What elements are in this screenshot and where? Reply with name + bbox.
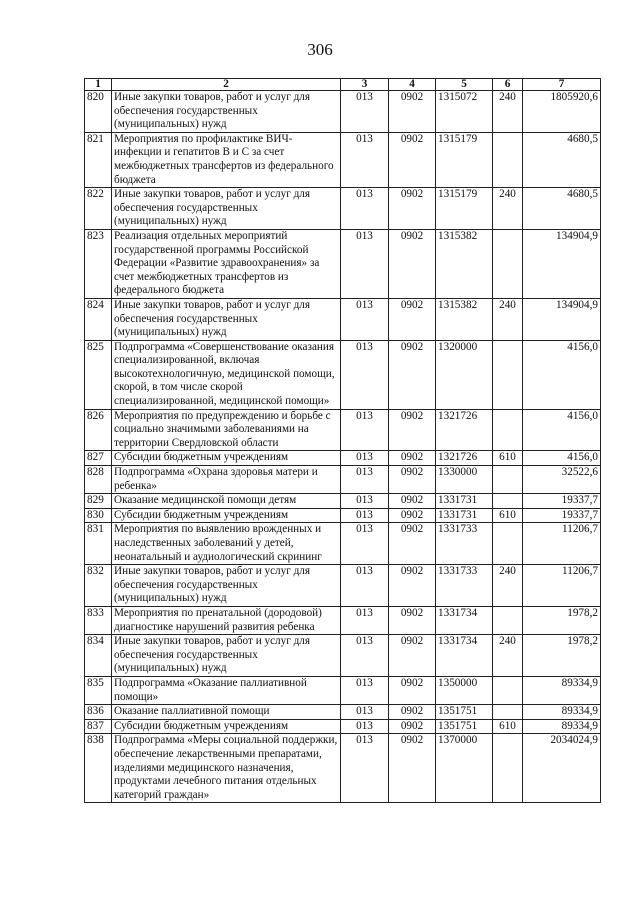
row-code-section: 0902 xyxy=(389,409,436,451)
row-code-target: 1350000 xyxy=(436,676,493,704)
row-code-ministry: 013 xyxy=(341,523,389,565)
row-amount: 4680,5 xyxy=(523,132,601,187)
column-header-2: 2 xyxy=(112,79,341,91)
row-code-expense-type: 240 xyxy=(493,565,523,607)
row-code-ministry: 013 xyxy=(341,676,389,704)
row-name: Реализация отдельных мероприятий государственной программы Российской Федерации «Развитие здравоохранения» за счет межбюджетных трансфертов из федерального бюджета xyxy=(112,229,341,298)
row-code-target: 1315179 xyxy=(436,132,493,187)
row-amount: 11206,7 xyxy=(523,523,601,565)
row-number: 829 xyxy=(85,494,112,509)
row-number: 822 xyxy=(85,188,112,230)
row-name: Подпрограмма «Меры социальной поддержки, обеспечение лекарственными препаратами, изделиями медицинского назначения, продуктами лечебного питания отдельных категорий граждан» xyxy=(112,734,341,803)
row-code-expense-type xyxy=(493,132,523,187)
row-name: Мероприятия по выявлению врожденных и наследственных заболеваний у детей, неонатальный и аудиологический скрининг xyxy=(112,523,341,565)
row-name: Подпрограмма «Совершенствование оказания специализированной, включая высокотехнологичную, медицинской помощи, скорой, в том числе скорой специализированной, медицинской помощи» xyxy=(112,340,341,409)
row-name: Субсидии бюджетным учреждениям xyxy=(112,719,341,734)
row-amount: 4156,0 xyxy=(523,451,601,466)
row-name: Подпрограмма «Охрана здоровья матери и ребенка» xyxy=(112,466,341,494)
row-amount: 32522,6 xyxy=(523,466,601,494)
table-row xyxy=(85,719,601,734)
row-code-ministry: 013 xyxy=(341,298,389,340)
row-number: 837 xyxy=(85,719,112,734)
row-code-target: 1370000 xyxy=(436,734,493,803)
row-code-expense-type xyxy=(493,523,523,565)
row-code-target: 1331734 xyxy=(436,606,493,634)
row-name: Оказание медицинской помощи детям xyxy=(112,494,341,509)
row-amount: 89334,9 xyxy=(523,676,601,704)
row-number: 823 xyxy=(85,229,112,298)
table-row xyxy=(85,340,601,409)
row-code-section: 0902 xyxy=(389,734,436,803)
row-code-target: 1331734 xyxy=(436,635,493,677)
row-number: 832 xyxy=(85,565,112,607)
row-code-expense-type: 240 xyxy=(493,298,523,340)
table-row xyxy=(85,705,601,720)
row-code-target: 1315179 xyxy=(436,188,493,230)
row-name: Иные закупки товаров, работ и услуг для обеспечения государственных (муниципальных) нужд xyxy=(112,635,341,677)
row-code-target: 1321726 xyxy=(436,451,493,466)
column-header-6: 6 xyxy=(493,79,523,91)
table-row xyxy=(85,635,601,677)
row-code-ministry: 013 xyxy=(341,606,389,634)
row-name: Подпрограмма «Оказание паллиативной помощи» xyxy=(112,676,341,704)
row-code-expense-type xyxy=(493,466,523,494)
row-code-ministry: 013 xyxy=(341,494,389,509)
row-code-target: 1330000 xyxy=(436,466,493,494)
table-row xyxy=(85,606,601,634)
row-code-target: 1320000 xyxy=(436,340,493,409)
table-row xyxy=(85,132,601,187)
row-code-expense-type: 610 xyxy=(493,451,523,466)
row-code-target: 1331733 xyxy=(436,565,493,607)
row-name: Субсидии бюджетным учреждениям xyxy=(112,508,341,523)
table-row xyxy=(85,494,601,509)
row-code-ministry: 013 xyxy=(341,508,389,523)
row-number: 834 xyxy=(85,635,112,677)
row-amount: 4156,0 xyxy=(523,409,601,451)
row-code-section: 0902 xyxy=(389,132,436,187)
row-amount: 1805920,6 xyxy=(523,91,601,133)
row-name: Субсидии бюджетным учреждениям xyxy=(112,451,341,466)
row-code-target: 1315382 xyxy=(436,229,493,298)
column-header-4: 4 xyxy=(389,79,436,91)
row-amount: 1978,2 xyxy=(523,606,601,634)
row-number: 825 xyxy=(85,340,112,409)
row-code-expense-type xyxy=(493,676,523,704)
row-code-expense-type: 240 xyxy=(493,635,523,677)
row-amount: 19337,7 xyxy=(523,494,601,509)
row-name: Иные закупки товаров, работ и услуг для обеспечения государственных (муниципальных) нужд xyxy=(112,91,341,133)
table-row xyxy=(85,734,601,803)
row-name: Мероприятия по предупреждению и борьбе с социально значимыми заболеваниями на территории Свердловской области xyxy=(112,409,341,451)
budget-table xyxy=(84,78,601,803)
row-amount: 89334,9 xyxy=(523,719,601,734)
column-header-3: 3 xyxy=(341,79,389,91)
row-number: 838 xyxy=(85,734,112,803)
row-name: Мероприятия по пренатальной (дородовой) диагностике нарушений развития ребенка xyxy=(112,606,341,634)
row-code-expense-type xyxy=(493,705,523,720)
row-code-section: 0902 xyxy=(389,508,436,523)
table-row xyxy=(85,229,601,298)
row-amount: 89334,9 xyxy=(523,705,601,720)
row-code-ministry: 013 xyxy=(341,340,389,409)
table-row xyxy=(85,91,601,133)
row-number: 828 xyxy=(85,466,112,494)
row-name: Иные закупки товаров, работ и услуг для обеспечения государственных (муниципальных) нужд xyxy=(112,188,341,230)
row-code-ministry: 013 xyxy=(341,229,389,298)
table-row xyxy=(85,523,601,565)
row-code-expense-type xyxy=(493,340,523,409)
row-code-section: 0902 xyxy=(389,635,436,677)
row-number: 836 xyxy=(85,705,112,720)
row-number: 827 xyxy=(85,451,112,466)
row-code-target: 1315382 xyxy=(436,298,493,340)
row-number: 830 xyxy=(85,508,112,523)
row-number: 833 xyxy=(85,606,112,634)
row-code-expense-type xyxy=(493,606,523,634)
row-code-expense-type xyxy=(493,229,523,298)
table-body xyxy=(85,91,601,803)
row-code-section: 0902 xyxy=(389,523,436,565)
row-code-section: 0902 xyxy=(389,298,436,340)
row-amount: 134904,9 xyxy=(523,298,601,340)
table-row xyxy=(85,676,601,704)
row-code-section: 0902 xyxy=(389,91,436,133)
row-code-target: 1331731 xyxy=(436,494,493,509)
row-code-target: 1331731 xyxy=(436,508,493,523)
row-code-ministry: 013 xyxy=(341,565,389,607)
row-code-ministry: 013 xyxy=(341,451,389,466)
row-code-section: 0902 xyxy=(389,466,436,494)
row-code-ministry: 013 xyxy=(341,91,389,133)
row-amount: 1978,2 xyxy=(523,635,601,677)
table-row xyxy=(85,451,601,466)
row-code-section: 0902 xyxy=(389,451,436,466)
table-row xyxy=(85,188,601,230)
row-code-section: 0902 xyxy=(389,719,436,734)
row-code-ministry: 013 xyxy=(341,719,389,734)
row-code-section: 0902 xyxy=(389,565,436,607)
table-row xyxy=(85,409,601,451)
row-code-section: 0902 xyxy=(389,676,436,704)
row-code-expense-type xyxy=(493,409,523,451)
table-row xyxy=(85,565,601,607)
row-code-section: 0902 xyxy=(389,188,436,230)
row-number: 831 xyxy=(85,523,112,565)
row-number: 820 xyxy=(85,91,112,133)
row-code-section: 0902 xyxy=(389,340,436,409)
row-code-section: 0902 xyxy=(389,705,436,720)
row-number: 821 xyxy=(85,132,112,187)
header-row xyxy=(85,79,601,91)
row-code-expense-type xyxy=(493,494,523,509)
row-amount: 4156,0 xyxy=(523,340,601,409)
row-code-section: 0902 xyxy=(389,606,436,634)
row-name: Иные закупки товаров, работ и услуг для обеспечения государственных (муниципальных) нужд xyxy=(112,565,341,607)
row-code-ministry: 013 xyxy=(341,409,389,451)
table-row xyxy=(85,466,601,494)
row-code-expense-type xyxy=(493,734,523,803)
table-row xyxy=(85,508,601,523)
row-code-ministry: 013 xyxy=(341,705,389,720)
row-code-section: 0902 xyxy=(389,494,436,509)
row-number: 824 xyxy=(85,298,112,340)
row-code-target: 1315072 xyxy=(436,91,493,133)
row-code-ministry: 013 xyxy=(341,466,389,494)
row-amount: 11206,7 xyxy=(523,565,601,607)
row-number: 835 xyxy=(85,676,112,704)
row-code-expense-type: 610 xyxy=(493,508,523,523)
column-header-1: 1 xyxy=(85,79,112,91)
row-code-expense-type: 240 xyxy=(493,91,523,133)
row-amount: 4680,5 xyxy=(523,188,601,230)
row-amount: 134904,9 xyxy=(523,229,601,298)
row-code-expense-type: 610 xyxy=(493,719,523,734)
row-code-ministry: 013 xyxy=(341,132,389,187)
row-code-section: 0902 xyxy=(389,229,436,298)
row-code-target: 1331733 xyxy=(436,523,493,565)
row-amount: 2034024,9 xyxy=(523,734,601,803)
column-header-7: 7 xyxy=(523,79,601,91)
page-number: 306 xyxy=(307,40,333,59)
row-code-ministry: 013 xyxy=(341,734,389,803)
row-code-target: 1351751 xyxy=(436,705,493,720)
row-code-ministry: 013 xyxy=(341,635,389,677)
row-amount: 19337,7 xyxy=(523,508,601,523)
table-row xyxy=(85,298,601,340)
row-name: Мероприятия по профилактике ВИЧ-инфекции и гепатитов В и С за счет межбюджетных трансфертов из федерального бюджета xyxy=(112,132,341,187)
row-code-ministry: 013 xyxy=(341,188,389,230)
row-code-expense-type: 240 xyxy=(493,188,523,230)
column-header-5: 5 xyxy=(436,79,493,91)
row-code-target: 1351751 xyxy=(436,719,493,734)
row-name: Иные закупки товаров, работ и услуг для обеспечения государственных (муниципальных) нужд xyxy=(112,298,341,340)
row-number: 826 xyxy=(85,409,112,451)
row-name: Оказание паллиативной помощи xyxy=(112,705,341,720)
row-code-target: 1321726 xyxy=(436,409,493,451)
